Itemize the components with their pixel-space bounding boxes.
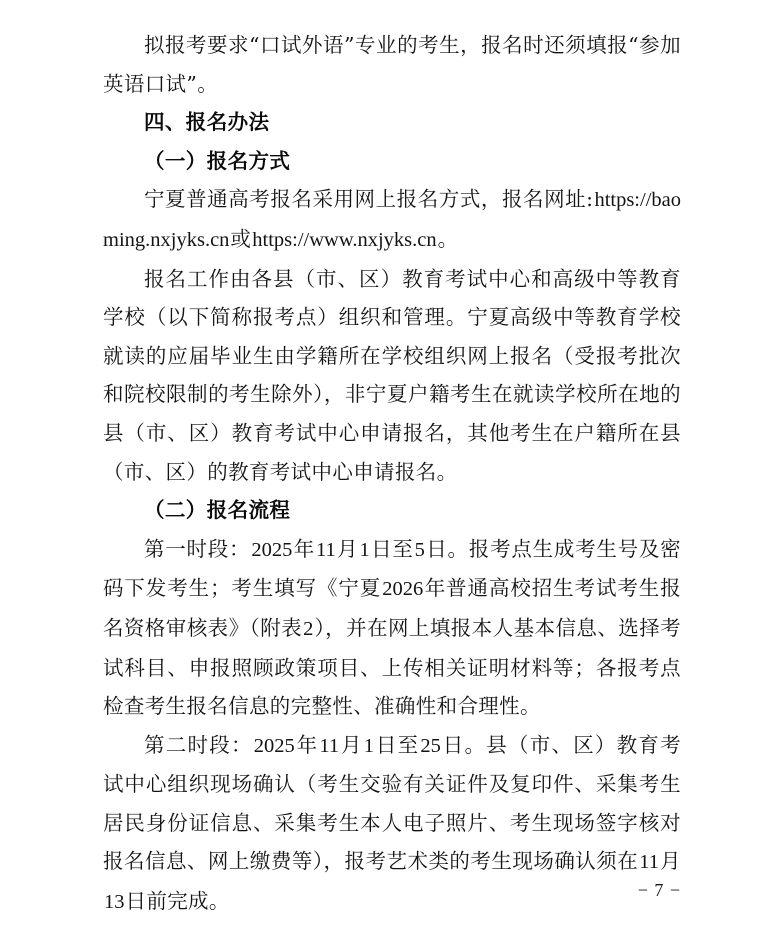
latin-run: 25	[420, 734, 441, 757]
cjk-run: 日。县（市、区）教育考试中心组织现场确认（考生交验有关证件及复印件、采集考生居民身份证信息、采集考生本人电子照片、考生现场签字核对报名信息、网上缴费等），报考艺术类的考生现场确认须在	[103, 732, 681, 874]
paragraph-phase-two	[103, 726, 681, 922]
document-body	[103, 26, 681, 922]
paragraph-oral-foreign-language: 拟报考要求“口试外语”专业的考生，报名时还须填报“参加英语口试”。	[103, 33, 681, 96]
latin-run: 5	[414, 538, 425, 561]
heading-section-four: 四、报名办法	[144, 110, 270, 135]
cjk-run: 日至	[370, 536, 414, 561]
latin-run: 11	[316, 538, 336, 561]
latin-run: 2026	[382, 578, 424, 601]
cjk-run: 第一时段：	[144, 536, 251, 561]
cjk-run: ），并在网上填报本人基本信息、选择考试科目、申报照顾政策项目、上传相关证明材料等；各报考点检查考生报名信息的完整性、准确性和合理性。	[103, 615, 681, 719]
cjk-run: 年普通高校招生考试考生报名资格审核表》（附表	[103, 576, 681, 640]
paragraph-phase-one	[103, 530, 681, 726]
page-number: − 7 −	[637, 880, 681, 900]
heading-subsection-one: （一）报名方式	[144, 148, 291, 173]
latin-run: https://baoming.nxjyks.cn	[103, 189, 681, 251]
cjk-run: 月	[340, 732, 363, 757]
latin-run: 1	[363, 734, 374, 757]
paragraph-registration-method	[103, 180, 681, 259]
latin-run: 2	[303, 617, 314, 640]
cjk-run: 日前完成。	[125, 889, 230, 914]
latin-run: 1	[359, 538, 370, 561]
latin-run: 2025	[251, 538, 293, 561]
cjk-run: 。	[437, 226, 459, 251]
cjk-run: 第二时段：	[144, 732, 253, 757]
latin-run: 11	[639, 851, 659, 874]
latin-run: 2025	[253, 734, 295, 757]
cjk-run: 年	[295, 732, 319, 757]
latin-run: 13	[104, 891, 125, 914]
latin-run: 11	[319, 734, 340, 757]
cjk-run: 月	[336, 536, 359, 561]
cjk-run: 年	[293, 536, 315, 561]
cjk-run: 或	[230, 226, 252, 251]
cjk-run: 月	[660, 849, 681, 874]
cjk-run: 日至	[374, 732, 420, 757]
cjk-run: 日。报考点生成考生号及密码下发考生；考生填写《宁夏	[103, 536, 682, 601]
cjk-run: 宁夏普通高考报名采用网上报名方式，报名网址:	[144, 187, 594, 212]
heading-subsection-two: （二）报名流程	[144, 498, 291, 523]
latin-run: https://www.nxjyks.cn	[252, 228, 437, 251]
paragraph-registration-organization: 报名工作由各县（市、区）教育考试中心和高级中等教育学校（以下简称报考点）组织和管理。宁夏高级中等教育学校就读的应届毕业生由学籍所在学校组织网上报名（受报考批次和院校限制的考生除外），非宁夏户籍考生在就读学校所在地的县（市、区）教育考试中心申请报名，其他考生在户籍所在县（市、区）的教育考试中心申请报名。	[103, 266, 681, 484]
